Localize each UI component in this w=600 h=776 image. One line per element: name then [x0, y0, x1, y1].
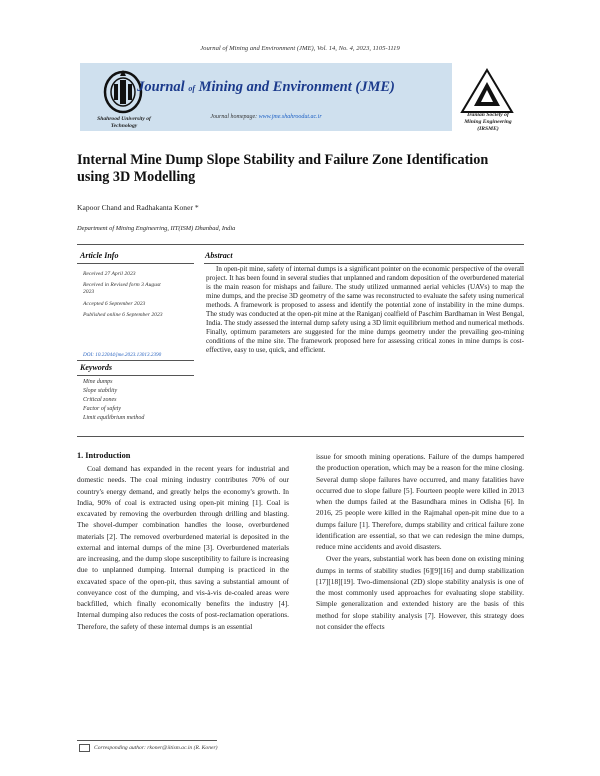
divider-info — [77, 263, 194, 264]
abstract-heading: Abstract — [205, 251, 233, 260]
divider-keywords — [77, 360, 194, 361]
article-info-heading: Article Info — [80, 251, 119, 260]
journal-title: Journal of Mining and Environment (JME) — [137, 79, 395, 95]
accepted-date: Accepted 6 September 2023 — [83, 301, 146, 307]
keyword-item: Factor of safety — [83, 406, 121, 412]
keyword-item: Mine dumps — [83, 379, 113, 385]
introduction-heading: 1. Introduction — [77, 451, 131, 460]
doi-link[interactable]: DOI: 10.22044/jme.2023.13013.2390 — [83, 352, 162, 358]
journal-homepage: Journal homepage: www.jme.shahroodut.ac.ir — [210, 114, 322, 120]
affiliation: Department of Mining Engineering, IIT(ISM) Dhanbad, India — [77, 225, 236, 232]
keyword-item: Limit equilibrium method — [83, 415, 145, 421]
keyword-item: Slope stability — [83, 388, 118, 394]
footnote-divider — [77, 740, 217, 741]
intro-paragraph: Over the years, substantial work has been done on existing mining dumps in terms of stability studies [6][9][16] and dump stabilization [17][18][19]. Two-dimensional (2D) slope stability analysis is one of the most commonly used approaches for evaluating slope stability. Simple generalization and extended history are the basis of this method for slope stability analysis [7]. However, this strategy does not consider the effects — [316, 554, 524, 631]
divider-bottom — [77, 436, 524, 437]
irsme-logo-icon — [460, 68, 514, 114]
running-head: Journal of Mining and Environment (JME), Vol. 14, No. 4, 2023, 1105-1119 — [200, 45, 400, 52]
keywords-list — [83, 378, 144, 423]
mail-icon — [79, 744, 90, 752]
corresponding-author-footnote: Corresponding author: rkoner@iitism.ac.in (R. Koner) — [94, 745, 218, 751]
divider-abstract — [204, 263, 524, 264]
abstract-text: In open-pit mine, safety of internal dumps is a significant pointer on the economic perspective of the overall project. It has been found in several studies that unplanned and random deposition of the overburdened material is the main reason for mishaps and failure. The study utilized unmanned aerial vehicles (UAVs) to map the mine dumps, and the precise 3D geometry of the same was reconstructed to evaluate the safety using numerical methods. A framework is proposed to assess and identify the potential zone of instability in the mine dumps. The study was conducted at the open-pit mine at the Raniganj coalfield of Paschim Bardhaman in West Bengal, India. The study assessed the internal dump safety using a 3D limit equilibrium method and numerical methods. Finally, optimum parameters are suggested for the mine dumps geometry under the prevailing geo-mining conditions of the mine site. The framework proposed here for assessing critical zones in mine dumps is cost-effective, easy to use, quick, and efficient. — [206, 265, 524, 354]
revised-date: Received in Revised form 3 August 2023 — [83, 282, 161, 296]
right-logo-caption: Iranian Society of Mining Engineering (IRSME) — [464, 112, 512, 132]
intro-paragraph: Coal demand has expanded in the recent years for industrial and domestic needs. The coal mining industry contributes 70% of our country's energy demand, and greatly helps the economy's growth. In India, 90% of coal is extracted using open-pit mining [1]. Coal is excavated by removing the overburden through drilling and blasting. The shovel-dumper combination handles the loose, overburdened materials [2]. The removed overburdened material is deposited in the external and internal dumps of the mine [3]. Overburdened materials are increasing, and the dump slope susceptibility to failure is increasing due to unplanned dumping. Internal dumping is practiced in the excavated space of the open-pit, thus saving a substantial amount of conveyance cost of the dumping, and vis-à-vis de-coaled areas were backfilled, which finally economically benefits the industry [4]. Internal dumping also reduces the costs of post-reclamation operations. Therefore, the safety of these internal dumps is an essential — [77, 464, 289, 631]
received-date: Received 27 April 2023 — [83, 271, 136, 277]
authors: Kapoor Chand and Radhakanta Koner * — [77, 203, 199, 212]
homepage-link[interactable]: www.jme.shahroodut.ac.ir — [258, 114, 322, 120]
intro-left-column — [77, 463, 289, 632]
left-logo-caption: Shahrood University of Technology — [97, 116, 151, 129]
divider-keywords-bottom — [77, 375, 194, 376]
intro-paragraph: issue for smooth mining operations. Failure of the dumps hampered the production operation, which may be a reason for the mine closing. Several dump slope failures have occurred, and many fatalities have occurred due to slope failure [5]. Fourteen people were killed in 2013 when the dumps failed at the Basundhara mines in Odisha [6]. In 2016, 25 people were killed in the Rajmahal open-pit mine due to a dumps failure [1]. Therefore, dumps stability and critical failure zone identification are essential, so that we can redesign the mine dumps, reduce mine accidents and avoid disasters. — [316, 452, 524, 551]
divider-top — [77, 244, 524, 245]
keyword-item: Critical zones — [83, 397, 117, 403]
paper-title: Internal Mine Dump Slope Stability and Failure Zone Identification using 3D Modelling — [77, 152, 489, 185]
published-date: Published online 6 September 2023 — [83, 312, 163, 318]
keywords-heading: Keywords — [80, 363, 112, 372]
intro-right-column — [316, 451, 524, 632]
